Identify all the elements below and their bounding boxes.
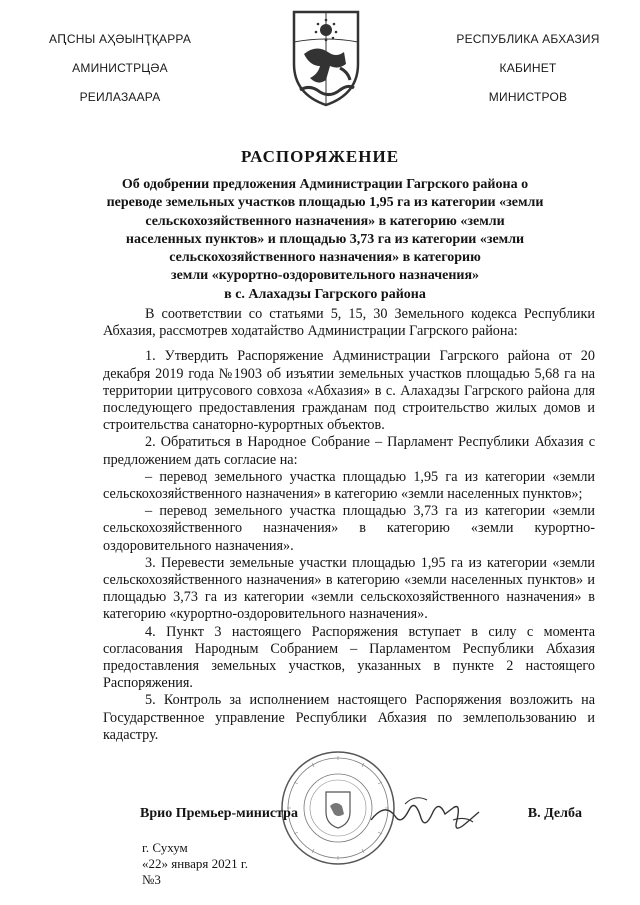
preamble-paragraph: В соответствии со статьями 5, 15, 30 Земельного кодекса Республики Абхазия, рассмотрев ходатайство Администрации Гагрского района:: [103, 306, 595, 340]
header-right-line-2: КАБИНЕТ: [499, 61, 557, 75]
header-right-line-3: МИНИСТРОВ: [488, 90, 568, 104]
clause-5-paragraph: 5. Контроль за исполнением настоящего Распоряжения возложить на Государственное управление Республики Абхазия по землепользованию и кадастру.: [103, 692, 595, 743]
clause-2-item-2: – перевод земельного участка площадью 3,73 га из категории «земли сельскохозяйственного назначения» в категорию «земли курортно-оздоровительного назначения».: [103, 503, 595, 554]
header-left-line-1: АԤСНЫ АҲӘЫНҬҚАРРА: [48, 32, 192, 46]
subject-line: Об одобрении предложения Администрации Гагрского района о: [121, 177, 529, 192]
header-left-line-3: РЕИЛАЗААРА: [79, 90, 161, 104]
issue-city: г. Сухум: [142, 840, 188, 855]
header-right-line-1: РЕСПУБЛИКА АБХАЗИЯ: [456, 32, 600, 46]
document-header: [0, 0, 640, 125]
subject-line: сельскохозяйственного назначения» в категорию: [169, 250, 481, 266]
document-body: [103, 306, 595, 744]
header-left-line-2: АМИНИСТРЦӘА: [72, 61, 168, 75]
clause-2-item-1: – перевод земельного участка площадью 1,95 га из категории «земли сельскохозяйственного назначения» в категорию «земли населенных пунктов»;: [103, 468, 595, 503]
signatory-title: Врио Премьер-министра: [140, 806, 298, 821]
subject-line: сельскохозяйственного назначения» в категорию «земли: [145, 213, 505, 229]
subject-line: переводе земельных участков площадью 1,95 га из категории «земли: [106, 195, 544, 211]
clause-1-paragraph: 1. Утвердить Распоряжение Администрации Гагрского района от 20 декабря 2019 года №1903 об изъятии земельных участков площадью 5,68 га на территории цитрусового совхоза «Абхазия» в с. Алахадзы Гагрского района для последующего предоставления гражданам под строительство жилых домов и строительства санаторно-курортных объектов.: [103, 348, 595, 434]
header-right-block: [438, 30, 618, 117]
state-emblem-icon: [290, 8, 362, 108]
document-subject: [90, 176, 560, 304]
subject-line: земли «курортно-оздоровительного назначения»: [170, 268, 480, 284]
document-number: №3: [142, 872, 161, 887]
document-title: РАСПОРЯЖЕНИЕ: [240, 147, 400, 166]
header-left-block: [30, 30, 210, 117]
handwritten-signature-icon: [365, 790, 485, 840]
issue-date: «22» января 2021 г.: [142, 856, 249, 871]
signatory-name: В. Делба: [527, 806, 582, 821]
clause-2-paragraph: 2. Обратиться в Народное Собрание – Парламент Республики Абхазия с предложением дать согласие на:: [103, 434, 595, 468]
document-footer: [142, 840, 248, 888]
clause-3-paragraph: 3. Перевести земельные участки площадью 1,95 га из категории «земли сельскохозяйственного назначения» в категорию «земли населенных пунктов» и площадью 3,73 га из категории «земли сельскохозяйственного назначения» в категорию «курортно-оздоровительного назначения».: [103, 554, 595, 623]
subject-line: в с. Алахадзы Гагрского района: [224, 286, 426, 302]
clause-4-paragraph: 4. Пункт 3 настоящего Распоряжения вступает в силу с момента согласования Народным Собранием – Парламентом Республики Абхазия предоставления земельных участков, указанных в пункте 2 настоящего Распоряжения.: [103, 623, 595, 692]
subject-line: населенных пунктов» и площадью 3,73 га из категории «земли: [125, 231, 525, 247]
